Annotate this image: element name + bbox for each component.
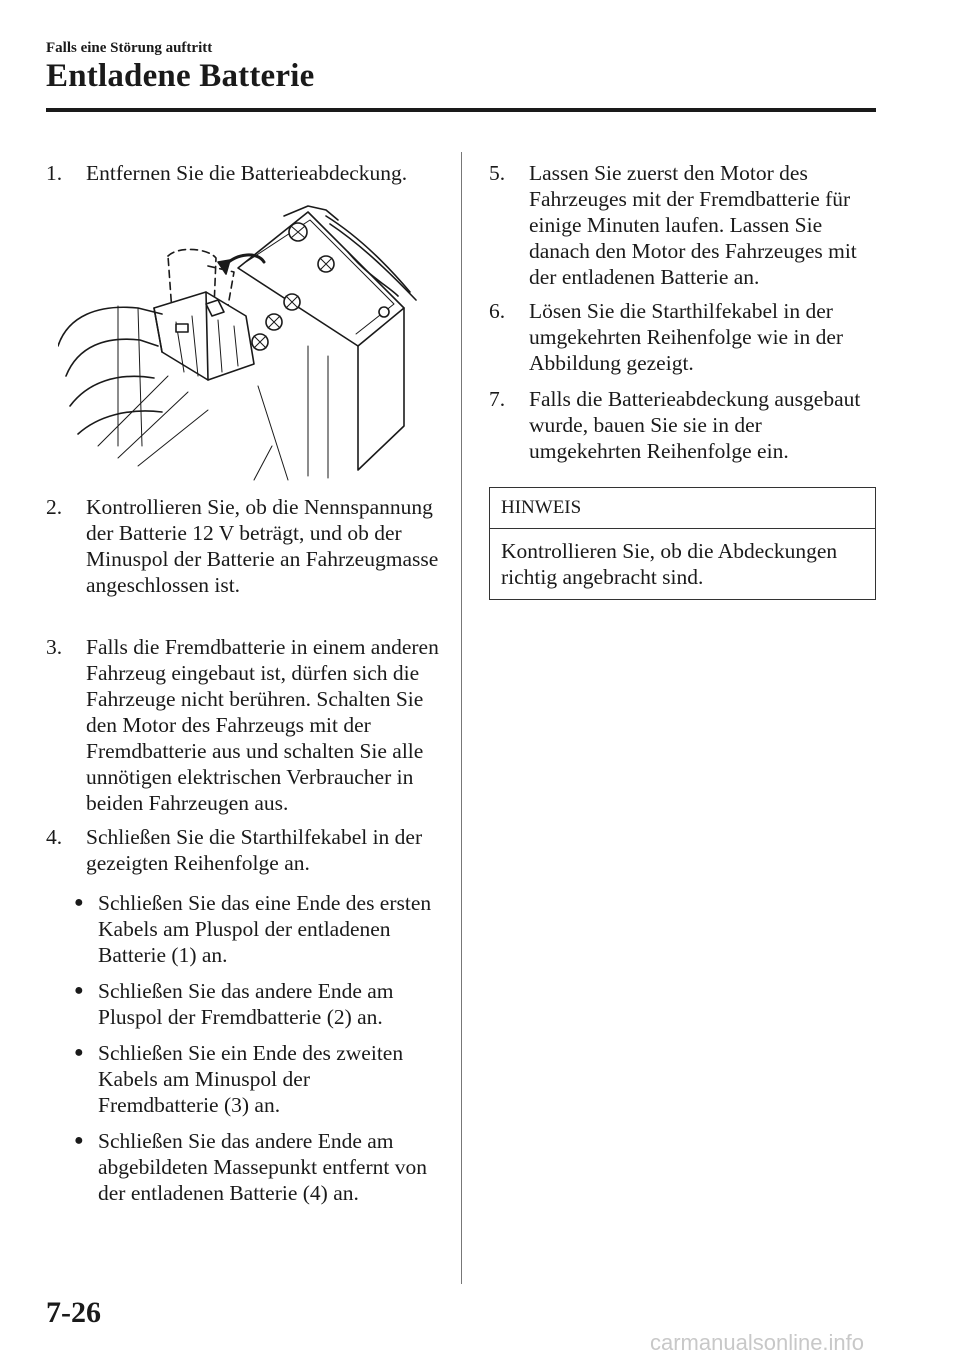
bullet-item: ● Schließen Sie ein Ende des zweiten Kabels am Minuspol der Fremdbatterie (3) an. [74, 1041, 404, 1117]
page-title: Entladene Batterie [46, 58, 315, 94]
bullet-item: ● Schließen Sie das andere Ende am Pluspol der Fremdbatterie (2) an. [74, 979, 394, 1029]
title-rule [46, 108, 876, 112]
step-number: 3. [46, 635, 63, 659]
bullet-dot-icon: ● [74, 894, 84, 911]
step-3 [46, 634, 446, 816]
step-text: Schließen Sie die Starthilfekabel in der gezeigten Reihenfolge an. [86, 825, 423, 875]
section-label: Falls eine Störung auftritt [46, 40, 213, 56]
step-2 [46, 494, 446, 598]
step-text: Falls die Fremdbatterie in einem anderen Fahrzeug eingebaut ist, dürfen sich die Fahrzeuge nicht berühren. Schalten Sie den Motor des Fahrzeugs mit der Fremdbatterie aus und schalten Sie alle unnötigen elektrischen Verbraucher in beiden Fahrzeugen aus. [86, 635, 439, 815]
step-7 [489, 386, 879, 464]
step-1 [46, 160, 446, 186]
step-text: Lösen Sie die Starthilfekabel in der umgekehrten Reihenfolge wie in der Abbildung gezeigt. [529, 299, 844, 375]
step-text: Lassen Sie zuerst den Motor des Fahrzeuges mit der Fremdbatterie für einige Minuten laufen. Lassen Sie danach den Motor des Fahrzeuges mit der entladenen Batterie an. [529, 161, 857, 289]
note-heading: HINWEIS [501, 497, 582, 518]
bullet-dot-icon: ● [74, 1132, 84, 1149]
bullet-dot-icon: ● [74, 982, 84, 999]
note-text: Kontrollieren Sie, ob die Abdeckungen richtig angebracht sind. [501, 539, 838, 589]
step-number: 5. [489, 161, 506, 185]
note-box [489, 487, 876, 600]
bullet-item: ● Schließen Sie das andere Ende am abgebildeten Massepunkt entfernt von der entladenen Batterie (4) an. [74, 1129, 427, 1205]
step-number: 1. [46, 161, 63, 185]
note-header [490, 488, 875, 529]
step-number: 2. [46, 495, 63, 519]
step-text: Entfernen Sie die Batterieabdeckung. [86, 161, 408, 185]
bullet-item: ● Schließen Sie das eine Ende des ersten Kabels am Pluspol der entladenen Batterie (1) an. [74, 891, 432, 967]
bullet-dot-icon: ● [74, 1044, 84, 1061]
page-number: 7-26 [46, 1296, 101, 1329]
step-text: Kontrollieren Sie, ob die Nennspannung der Batterie 12 V beträgt, und ob der Minuspol der Batterie an Fahrzeugmasse angeschlossen ist. [86, 495, 439, 597]
column-divider [461, 152, 462, 1284]
watermark: carmanualsonline.info [650, 1330, 865, 1355]
step-6 [489, 298, 879, 376]
step-5 [489, 160, 879, 290]
battery-cover-removal-illustration [58, 196, 428, 482]
step-text: Falls die Batterieabdeckung ausgebaut wurde, bauen Sie sie in der umgekehrten Reihenfolge ein. [529, 387, 861, 463]
step-number: 7. [489, 387, 506, 411]
step-4 [46, 824, 446, 876]
step-number: 6. [489, 299, 506, 323]
step-number: 4. [46, 825, 63, 849]
